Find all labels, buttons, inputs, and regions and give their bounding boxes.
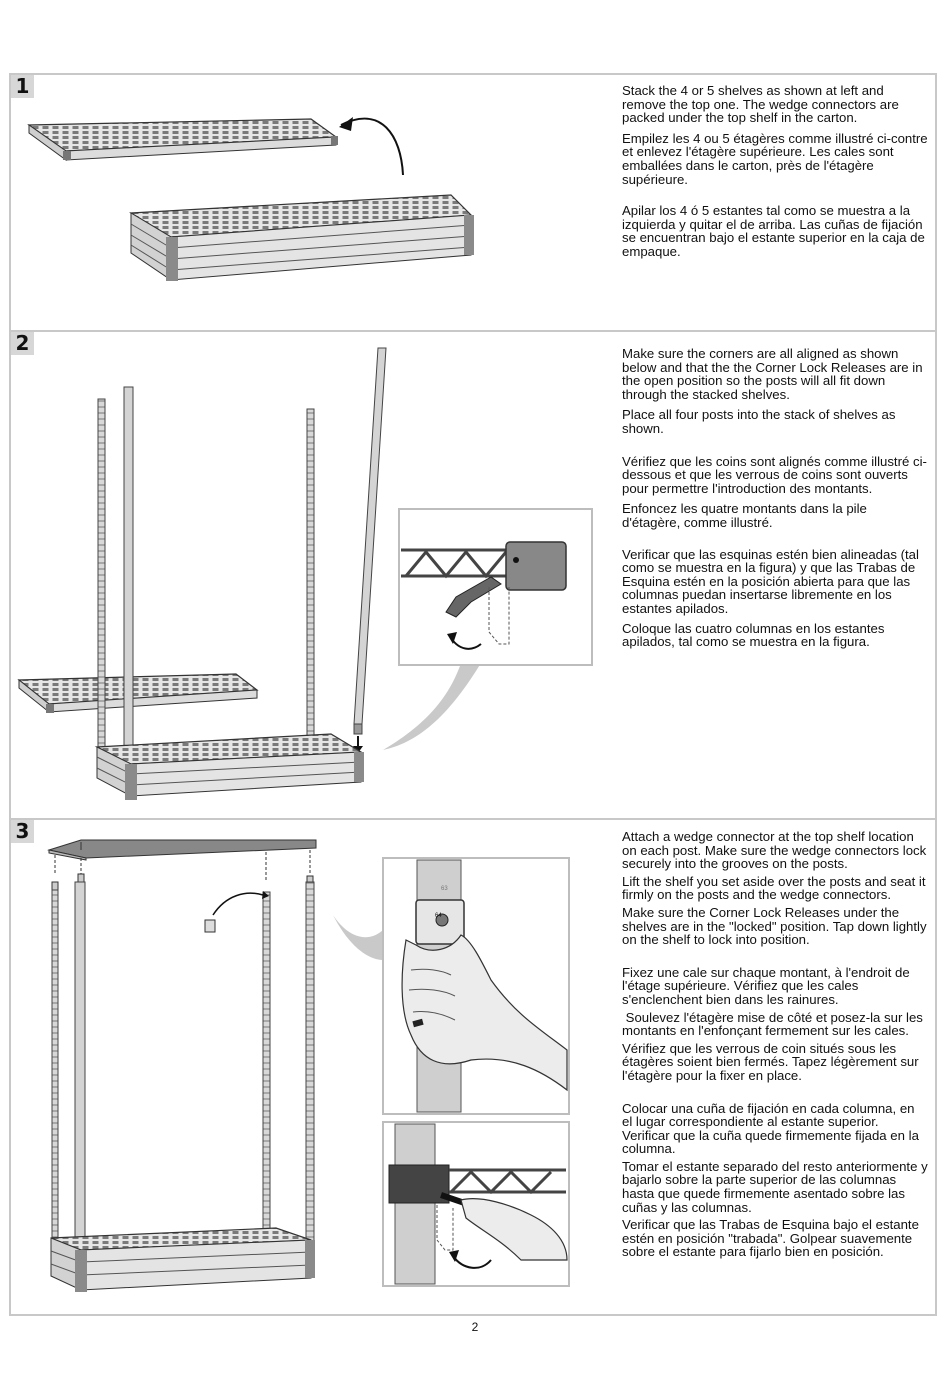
step-2-illustration — [11, 332, 611, 820]
paragraph-fr-1: Fixez une cale sur chaque montant, à l'endroit de l'étage supérieure. Vérifiez que les cales s'enclenchent bien dans les rainures. — [622, 964, 910, 1007]
removed-shelf — [29, 119, 338, 160]
paragraph-es-1: Colocar una cuña de fijación en cada columna, en el lugar correspondiente al estante superior. Verificar que la cuña quede firmemente fijada en la columna. — [622, 1100, 919, 1157]
paragraph-en-1: Attach a wedge connector at the top shelf location on each post. Make sure the wedge connectors lock securely into the grooves on the posts. — [622, 829, 927, 872]
post-front-left — [75, 882, 85, 1252]
shelf-stack — [131, 195, 474, 281]
post-back-left — [52, 890, 58, 1240]
post-front-right — [306, 882, 314, 1252]
step-3-illustration — [11, 820, 611, 1316]
step-3-text — [622, 830, 928, 1259]
step-number: 2 — [11, 332, 34, 355]
post-back-right — [307, 409, 314, 749]
post-back-right — [263, 892, 270, 1232]
paragraph-es-2: Coloque las cuatro columnas en los estantes apilados, tal como se muestra en la figura. — [622, 620, 885, 650]
paragraph-en-2: Lift the shelf you set aside over the posts and seat it firmly on the posts and the wedge connectors. — [622, 873, 926, 903]
paragraph-fr-2: Soulevez l'étagère mise de côté et posez-la sur les montants en l'enfonçant fermement sur les cales. — [622, 1009, 927, 1039]
post-mark: 64 — [435, 913, 442, 919]
post-back-left — [98, 399, 105, 749]
corner-lock-locked-detail — [383, 1122, 569, 1286]
post-inserting — [354, 348, 386, 724]
paragraph-en-1: Make sure the corners are all aligned as shown below and that the the Corner Lock Releases are in the open position so the posts will all fit down through the stacked shelves. — [622, 346, 923, 402]
paragraph-es-3: Verificar que las Trabas de Esquina bajo el estante estén en posición "trabada". Golpear suavemente sobre el estante para fijarlo bien en posición. — [622, 1217, 919, 1260]
page-number: 2 — [471, 1320, 479, 1334]
corner-lock-detail — [399, 509, 592, 665]
wedge-install-detail — [383, 858, 569, 1114]
paragraph-fr-2: Enfoncez les quatre montants dans la pile d'étagère, comme illustré. — [622, 501, 867, 530]
post-mark: 63 — [441, 886, 448, 892]
paragraph-fr-1: Empilez les 4 ou 5 étagères comme illustré ci-contre et enlevez l'étagère supérieure. Les cales sont emballées dans le carton, près de l'étagère supérieure. — [622, 130, 928, 187]
callout-pointer — [383, 663, 481, 750]
step-3-panel — [9, 818, 937, 1316]
set-aside-shelf — [19, 674, 257, 713]
paragraph-en-2: Place all four posts into the stack of shelves as shown. — [622, 407, 896, 436]
paragraph-en-1: Stack the 4 or 5 shelves as shown at left and remove the top one. The wedge connectors are packed under the top shelf in the carton. — [622, 83, 899, 126]
step-2-panel — [9, 330, 937, 820]
callout-pointer — [333, 915, 383, 960]
step-number: 1 — [11, 75, 34, 98]
step-1-text — [622, 84, 928, 259]
paragraph-en-3: Make sure the Corner Lock Releases under the shelves are in the "locked" position. Tap down lightly on the shelf to lock into position. — [622, 904, 927, 948]
paragraph-es-1: Apilar los 4 ó 5 estantes tal como se muestra a la izquierda y quitar el de arriba. Las cuñas de fijación se encuentran bajo el estante superior en la caja de empaque. — [622, 203, 925, 259]
wedge-connector — [205, 920, 215, 932]
paragraph-es-1: Verificar que las esquinas estén bien alineadas (tal como se muestra en la figura) y que las Trabas de Esquina estén en la posición abierta para que las columnas puedan insertarse libremente en los estantes apilados. — [622, 546, 919, 616]
paragraph-es-2: Tomar el estante separado del resto anteriormente y bajarlo sobre la parte superior de las columnas hasta que quede firmemente asentado sobre las cuñas y las columnas. — [622, 1158, 928, 1215]
step-1-panel — [9, 73, 937, 332]
paragraph-fr-1: Vérifiez que les coins sont alignés comme illustré ci-dessous et que les verrous de coins sont ouverts pour permettre l'introduction des montants. — [622, 453, 927, 496]
step-1-illustration — [11, 75, 611, 330]
step-2-text — [622, 347, 928, 649]
shelf-stack — [51, 1228, 315, 1292]
paragraph-fr-3: Vérifiez que les verrous de coin situés sous les étagères soient bien fermés. Tapez légèrement sur l'étagère pour la fixer en place. — [622, 1040, 919, 1083]
top-shelf — [49, 840, 316, 860]
shelf-stack — [97, 734, 364, 800]
step-number: 3 — [11, 820, 34, 843]
post-front-left — [124, 387, 133, 782]
